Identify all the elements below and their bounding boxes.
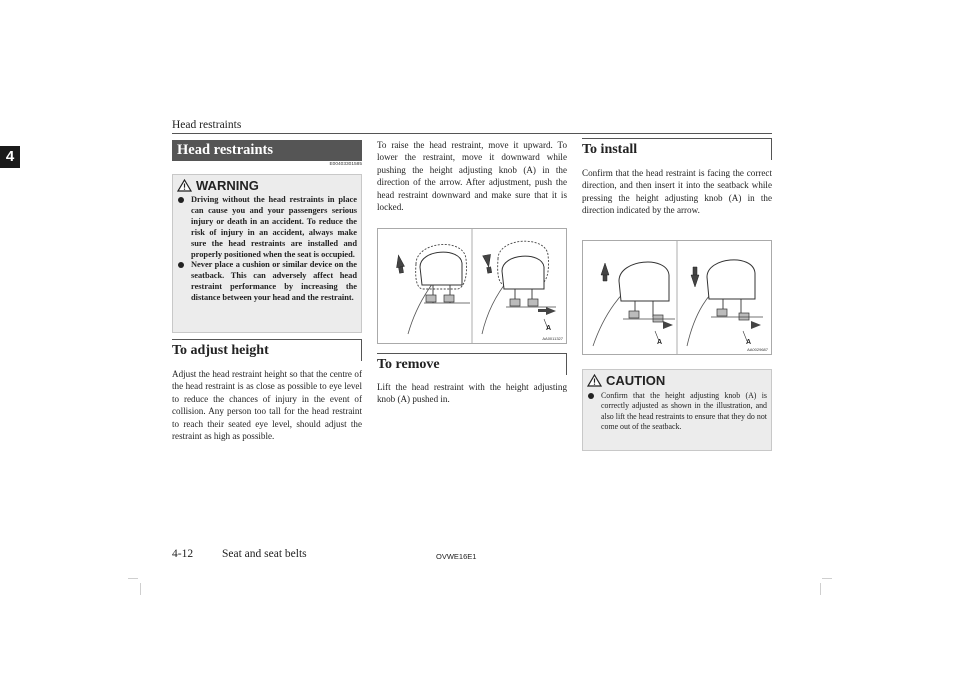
chapter-tab: 4 (0, 146, 20, 168)
caution-box (582, 369, 772, 451)
caution-item: Confirm that the height adjusting knob (A) is correctly adjusted as shown in the illustration, and also lift the head restraints to ensure that they do not come out of the seatback. (587, 391, 767, 432)
caution-label: CAUTION (606, 373, 666, 388)
head-restraint-illustration (378, 229, 566, 343)
figure-id: AA0011327 (542, 336, 563, 341)
warning-item: Never place a cushion or similar device on the seatback. This can adversely affect head restraint performance by increasing the distance between your head and the restraint. (177, 260, 357, 304)
install-figure (582, 240, 772, 355)
crop-mark (820, 583, 821, 595)
adjust-paragraph: Adjust the head restraint height so that the centre of the head restraint is as close as possible to eye level to reduce the chances of injury in the event of collision. Any person too tall for the head restraint to reach their seated eye level, should adjust the restraint as high as possible. (172, 369, 362, 442)
crop-mark (140, 583, 141, 595)
bullet-icon (178, 262, 184, 268)
warning-header (177, 178, 357, 193)
adjust-paragraph-2: To raise the head restraint, move it upward. To lower the restraint, move it downward while pushing the height adjusting knob (A) in the direction of the arrow. After adjustment, push the head restraint downward and make sure that it is locked. (377, 140, 567, 213)
knob-label-a-left: A (657, 339, 663, 346)
figure-id: AA0029687 (747, 347, 768, 352)
running-header: Head restraints (172, 119, 242, 131)
bullet-icon (178, 197, 184, 203)
subsection-title-adjust: To adjust height (172, 339, 362, 361)
warning-box (172, 174, 362, 333)
remove-paragraph: Lift the head restraint with the height adjusting knob (A) pushed in. (377, 382, 567, 405)
adjust-figure (377, 228, 567, 344)
warning-item: Driving without the head restraints in place can cause you and your passengers serious injury or death in an accident. To reduce the risk of injury in an accident, always make sure the head restraints are installed and properly positioned when the seat is occupied. (177, 195, 357, 260)
chapter-title: Seat and seat belts (222, 548, 307, 560)
install-paragraph: Confirm that the head restraint is facing the correct direction, and then insert it into the seatback while pressing the height adjusting knob (A) in the direction indicated by the arrow. (582, 168, 772, 216)
crop-mark (822, 578, 832, 579)
crop-mark (128, 578, 138, 579)
caution-header (587, 373, 767, 388)
warning-triangle-icon (177, 179, 192, 192)
subsection-title-install: To install (582, 138, 772, 160)
install-illustration (583, 241, 771, 354)
document-code: OVWE16E1 (436, 552, 477, 561)
caution-triangle-icon (587, 374, 602, 387)
bullet-icon (588, 393, 594, 399)
header-rule (172, 133, 772, 134)
warning-label: WARNING (196, 178, 259, 193)
knob-label-a: A (546, 325, 552, 332)
section-code: E00403301585 (329, 162, 362, 167)
knob-label-a-right: A (746, 339, 752, 346)
page-number: 4-12 (172, 548, 194, 560)
section-title: Head restraints (172, 140, 362, 161)
subsection-title-remove: To remove (377, 353, 567, 375)
